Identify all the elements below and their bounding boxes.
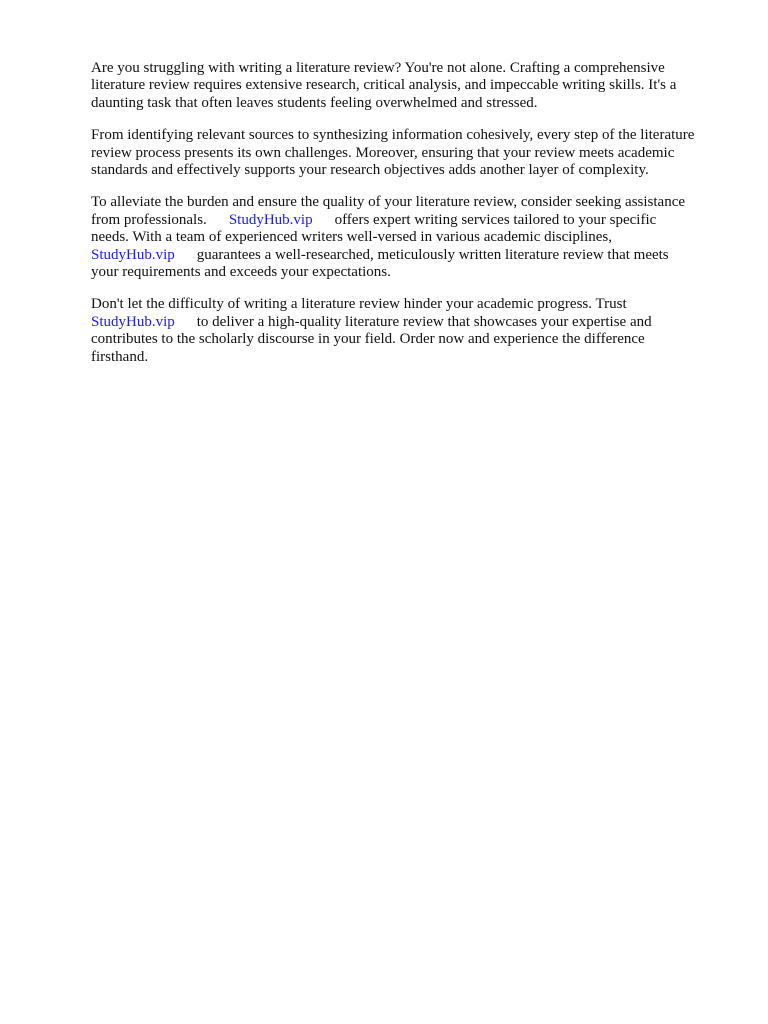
text-line: daunting task that often leaves students feeling overwhelmed and stressed.	[91, 94, 538, 111]
text-line: Don't let the difficulty of writing a literature review hinder your academic progress. Trust	[91, 296, 627, 313]
paragraph-intro	[91, 60, 723, 112]
text-line	[91, 314, 723, 331]
text-line: contributes to the scholarly discourse in your field. Order now and experience the difference	[91, 331, 645, 348]
text-line: review process presents its own challenges. Moreover, ensuring that your review meets academic	[91, 144, 675, 161]
text-line: Are you struggling with writing a literature review? You're not alone. Crafting a comprehensive	[91, 60, 665, 76]
text-line: literature review requires extensive research, critical analysis, and impeccable writing skills. It's a	[91, 77, 677, 94]
text-segment: guarantees a well-researched, meticulously written literature review that meets	[196, 246, 669, 263]
text-line: standards and effectively supports your research objectives adds another layer of complexity.	[91, 162, 649, 179]
text-line: To alleviate the burden and ensure the quality of your literature review, consider seeking assistance	[91, 194, 686, 211]
paragraph-challenges	[91, 127, 723, 179]
document-body	[91, 60, 723, 381]
studyhub-link[interactable]: StudyHub.vip	[228, 211, 313, 228]
text-segment: to deliver a high-quality literature review that showcases your expertise and	[196, 313, 652, 330]
text-segment: offers expert writing services tailored to your specific	[334, 211, 657, 228]
text-line: firsthand.	[91, 348, 149, 365]
text-line	[91, 212, 723, 229]
text-line: your requirements and exceeds your expectations.	[91, 264, 391, 281]
text-segment: from professionals.	[91, 211, 207, 228]
studyhub-link[interactable]: StudyHub.vip	[91, 313, 175, 330]
text-line	[91, 247, 723, 264]
paragraph-trust	[91, 296, 723, 366]
paragraph-assistance	[91, 194, 723, 281]
text-line: From identifying relevant sources to synthesizing information cohesively, every step of the literature	[91, 127, 695, 144]
studyhub-link[interactable]: StudyHub.vip	[91, 246, 175, 263]
text-line: needs. With a team of experienced writers well-versed in various academic disciplines,	[91, 229, 613, 246]
